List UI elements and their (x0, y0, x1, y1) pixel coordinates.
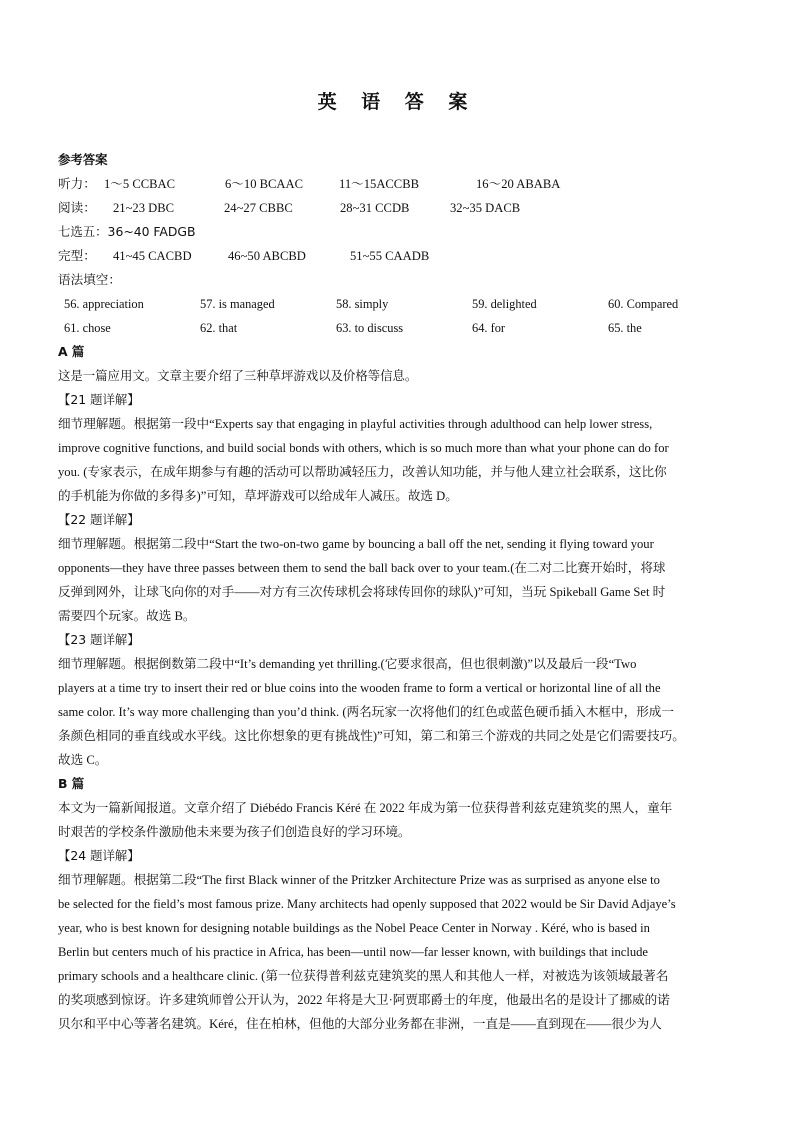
text-line: year, who is best known for designing notable buildings as the Nobel Peace Center in Norway . Kéré, who is based in (58, 921, 650, 935)
text-line: 反弹到网外，让球飞向你的对手——对方有三次传球机会将球传回你的球队)”可知，当玩 Spikeball Game Set 时 (58, 585, 666, 599)
cloze-group: 46~50 ABCBD (228, 249, 306, 263)
listening-group: 11～15ACCBB (339, 177, 420, 191)
reading-group: 21~23 DBC (113, 201, 175, 215)
cloze-group: 41~45 CACBD (113, 249, 192, 263)
section-b-heading: B 篇 (58, 776, 85, 791)
text-line: opponents—they have three passes between them to send the ball back over to your team.(在二对二比赛开始时，将球 (58, 561, 666, 575)
reading-label: 阅读： (58, 200, 96, 215)
grammar-items-row (58, 292, 738, 316)
cloze-label: 完型： (58, 248, 96, 263)
text-line: improve cognitive functions, and build social bonds with others, which is so much more than what your phone can do for (58, 441, 669, 455)
cloze-group: 51~55 CAADB (350, 249, 430, 263)
text-line: 本文为一篇新闻报道。文章介绍了 Diébédo Francis Kéré 在 2022 年成为第一位获得普利兹克建筑奖的黑人，童年 (58, 801, 673, 815)
text-line: 条颜色相同的垂直线或水平线。这比你想象的更有挑战性)”可知，第二和第三个游戏的共同之处是它们需要技巧。 (58, 729, 685, 743)
grammar-item: 62. that (200, 321, 238, 335)
listening-row (58, 172, 738, 196)
text-line: be selected for the field’s most famous prize. Many architects had openly supposed that 2022 would be Sir David Adjaye’s (58, 897, 676, 911)
text-line: 细节理解题。根据倒数第二段中“It’s demanding yet thrilling.(它要求很高，但也很刺激)”以及最后一段“Two (58, 657, 637, 671)
listening-group: 1～5 CCBAC (104, 177, 176, 191)
page-title: 英 语 答 案 (317, 91, 477, 113)
text-line: 故选 C。 (58, 753, 108, 767)
grammar-item: 59. delighted (472, 297, 537, 311)
grammar-item: 65. the (608, 321, 642, 335)
q22-heading: 【22 题详解】 (58, 512, 140, 527)
text-line: same color. It’s way more challenging than you’d think. (两名玩家一次将他们的红色或蓝色硬币插入木框中，形成一 (58, 705, 674, 719)
grammar-item: 57. is managed (200, 297, 275, 311)
q22-explanation (58, 532, 738, 628)
text-line: Berlin but centers much of his practice in Africa, has been—until now—far lesser known, with buildings that include (58, 945, 649, 959)
q24-heading: 【24 题详解】 (58, 848, 140, 863)
listening-group: 16～20 ABABA (476, 177, 561, 191)
text-line: 需要四个玩家。故选 B。 (58, 609, 196, 623)
text-line: 贝尔和平中心等著名建筑。Kéré，住在柏林，但他的大部分业务都在非洲，一直是——直到现在——很少为人 (58, 1017, 662, 1031)
grammar-item: 64. for (472, 321, 506, 335)
text-line: 时艰苦的学校条件激励他未来要为孩子们创造良好的学习环境。 (58, 825, 411, 839)
text-line: 的奖项感到惊讶。许多建筑师曾公开认为，2022 年将是大卫·阿贾耶爵士的年度，他最出名的是设计了挪威的诺 (58, 993, 670, 1007)
text-line: 的手机能为你做的多得多)”可知，草坪游戏可以给成年人减压。故选 D。 (58, 489, 458, 503)
section-a-intro: 这是一篇应用文。文章主要介绍了三种草坪游戏以及价格等信息。 (58, 368, 418, 383)
grammar-item: 58. simply (336, 297, 389, 311)
reading-row (58, 196, 738, 220)
text-line: 细节理解题。根据第一段中“Experts say that engaging in playful activities through adulthood can help lower stress, (58, 417, 653, 431)
grammar-items-row (58, 316, 738, 340)
text-line: 细节理解题。根据第二段“The first Black winner of the Pritzker Architecture Prize was as surprised as anyone else to (58, 873, 660, 887)
q21-explanation (58, 412, 738, 508)
seven-choose-five-row (58, 220, 738, 244)
reading-group: 28~31 CCDB (340, 201, 410, 215)
text-line: primary schools and a healthcare clinic. (第一位获得普利兹克建筑奖的黑人和其他人一样，对被选为该领域最著名 (58, 969, 669, 983)
grammar-label: 语法填空： (58, 272, 121, 287)
q21-heading: 【21 题详解】 (58, 392, 140, 407)
grammar-row (58, 268, 738, 292)
reading-group: 32~35 DACB (450, 201, 521, 215)
q24-explanation (58, 868, 738, 1036)
seven-choose-five: 七选五：36~40 FADGB (58, 224, 196, 239)
content (58, 148, 738, 1036)
grammar-item: 56. appreciation (64, 297, 144, 311)
cloze-row (58, 244, 738, 268)
text-line: players at a time try to insert their red or blue coins into the wooden frame to form a vertical or horizontal line of all the (58, 681, 661, 695)
reading-group: 24~27 CBBC (224, 201, 293, 215)
section-a-heading: A 篇 (58, 344, 85, 359)
listening-group: 6～10 BCAAC (225, 177, 304, 191)
listening-label: 听力： (58, 176, 96, 191)
q23-heading: 【23 题详解】 (58, 632, 140, 647)
answers-heading: 参考答案 (58, 152, 108, 167)
section-b-intro (58, 796, 738, 844)
q23-explanation (58, 652, 738, 772)
text-line: you. (专家表示，在成年期参与有趣的活动可以帮助减轻压力，改善认知功能，并与他人建立社会联系，这比你 (58, 465, 667, 479)
grammar-item: 60. Compared (608, 297, 679, 311)
text-line: 细节理解题。根据第二段中“Start the two-on-two game by bouncing a ball off the net, sending it flying toward your (58, 537, 654, 551)
grammar-item: 61. chose (64, 321, 111, 335)
grammar-item: 63. to discuss (336, 321, 404, 335)
